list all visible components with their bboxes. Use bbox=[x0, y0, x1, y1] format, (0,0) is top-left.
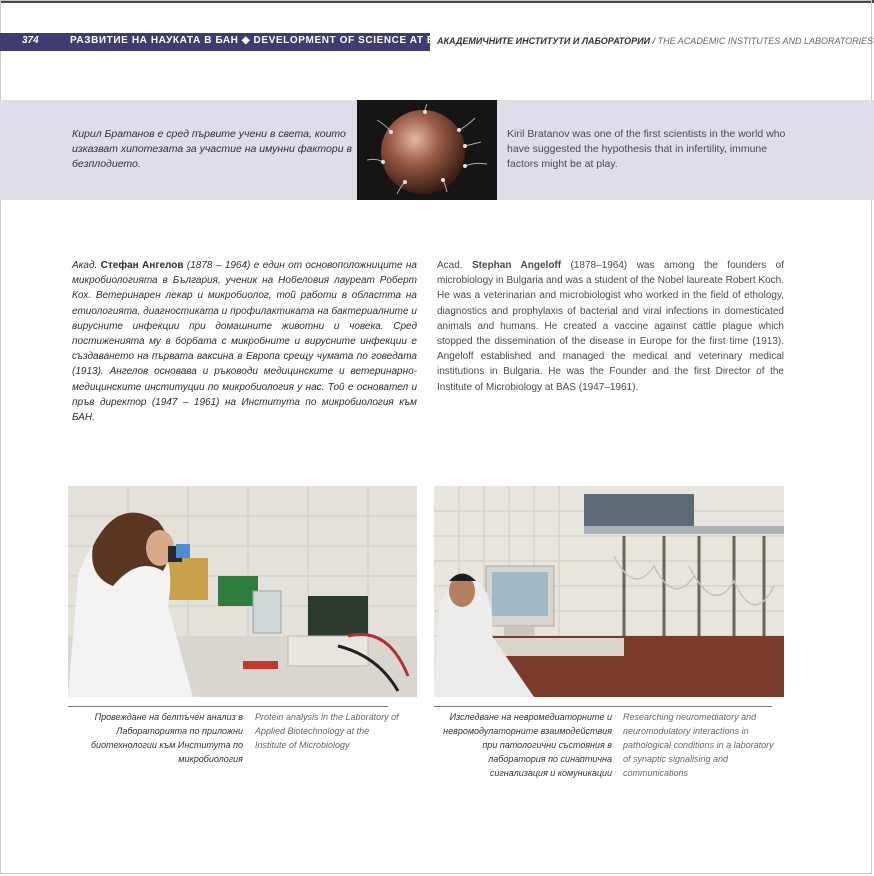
band-text-bg: Кирил Братанов е сред първите учени в света, които изказват хипотезата за участие на имунни фактори в безплодието. bbox=[72, 128, 352, 170]
lab-scene-illustration-2 bbox=[434, 486, 784, 697]
section-title: РАЗВИТИЕ НА НАУКАТА В БАН ◆ DEVELOPMENT OF SCIENCE AT BAS bbox=[70, 35, 450, 46]
body-en-name: Stephan Angeloff bbox=[472, 260, 562, 271]
band-text-en: Kiril Bratanov was one of the first scientists in the world who have suggested the hypothesis that in infertility, immune factors might be at play. bbox=[507, 128, 786, 170]
neuromediator-research-photo bbox=[434, 486, 784, 697]
chapter-title bbox=[437, 36, 873, 46]
caption-rule-2 bbox=[434, 706, 772, 707]
body-en-prefix: Acad. bbox=[437, 260, 473, 271]
caption-1-bg: Провеждане на белтъчен анализ в Лабораторията по приложни биотехнологии към Института по микробиология bbox=[90, 712, 243, 764]
body-text-bg bbox=[72, 258, 417, 425]
body-bg-prefix: Акад. bbox=[72, 260, 101, 271]
protein-analysis-photo bbox=[68, 486, 417, 697]
chapter-title-bg: АКАДЕМИЧНИТЕ ИНСТИТУТИ И ЛАБОРАТОРИИ bbox=[437, 36, 651, 46]
caption-1-en: Protein analysis in the Laboratory of Applied Biotechnology at the Institute of Microbiology bbox=[255, 712, 399, 750]
lab-scene-illustration-1 bbox=[68, 486, 417, 697]
caption-rule-1 bbox=[68, 706, 388, 707]
caption-2-en: Researching neuromediatory and neuromodulatory interactions in pathological conditions in a laboratory of synaptic signalising and communications bbox=[623, 712, 774, 778]
page-number: 374 bbox=[22, 35, 39, 46]
egg-cell-illustration bbox=[357, 100, 497, 200]
body-en-text: (1878–1964) was among the founders of microbiology in Bulgaria and was a student of the Nobel laureate Robert Koch. He was a veterinarian and microbiologist who worked in the field of ethology, diagnostics and prophylaxis of bacterial and viral infections in domesticated animals and humans. He created a vaccine against cattle plague which stopped the dissemination of the disease in Europe for the first time (1913). Angeloff established and managed the medical and veterinary medical institutions in Bulgaria. He was the Founder and the first Director of the Institute of Microbiology at BAS (1947–1961). bbox=[437, 260, 784, 393]
body-bg-name: Стефан Ангелов bbox=[100, 260, 184, 271]
body-bg-text: (1878 – 1964) е един от основоположниците на микробиологията в България, ученик на Нобеловия лауреат Роберт Кох. Ветеринарен лекар и микробиолог, той работи в областта на етиологията, диагностиката и профилактиката на бактериалните и вирусните инфекции при домашните животни и човека. Сред постиженията му в борбата с микробните и вирусните инфекции е създаването на първата ваксина в Европа срещу чумата по говедата (1913). Ангелов основава и ръководи медицинските и ветеринарно-медицинските институции по микробиология у нас. Той е основател и пръв директор (1947 – 1961) на Института по микробиология към БАН. bbox=[72, 260, 417, 424]
page-header bbox=[0, 33, 874, 51]
caption-2-bg: Изследване на невромедиаторните и невромодулаторните взаимодействия при патологични състояния в лаборатория по синаптична сигнализация и комуникации bbox=[443, 712, 612, 778]
egg-cell-photo bbox=[357, 100, 497, 200]
chapter-title-en: THE ACADEMIC INSTITUTES AND LABORATORIES bbox=[657, 36, 874, 46]
body-text-en bbox=[437, 258, 784, 395]
chapter-title-separator: / bbox=[650, 36, 658, 46]
header-bar bbox=[0, 33, 450, 51]
